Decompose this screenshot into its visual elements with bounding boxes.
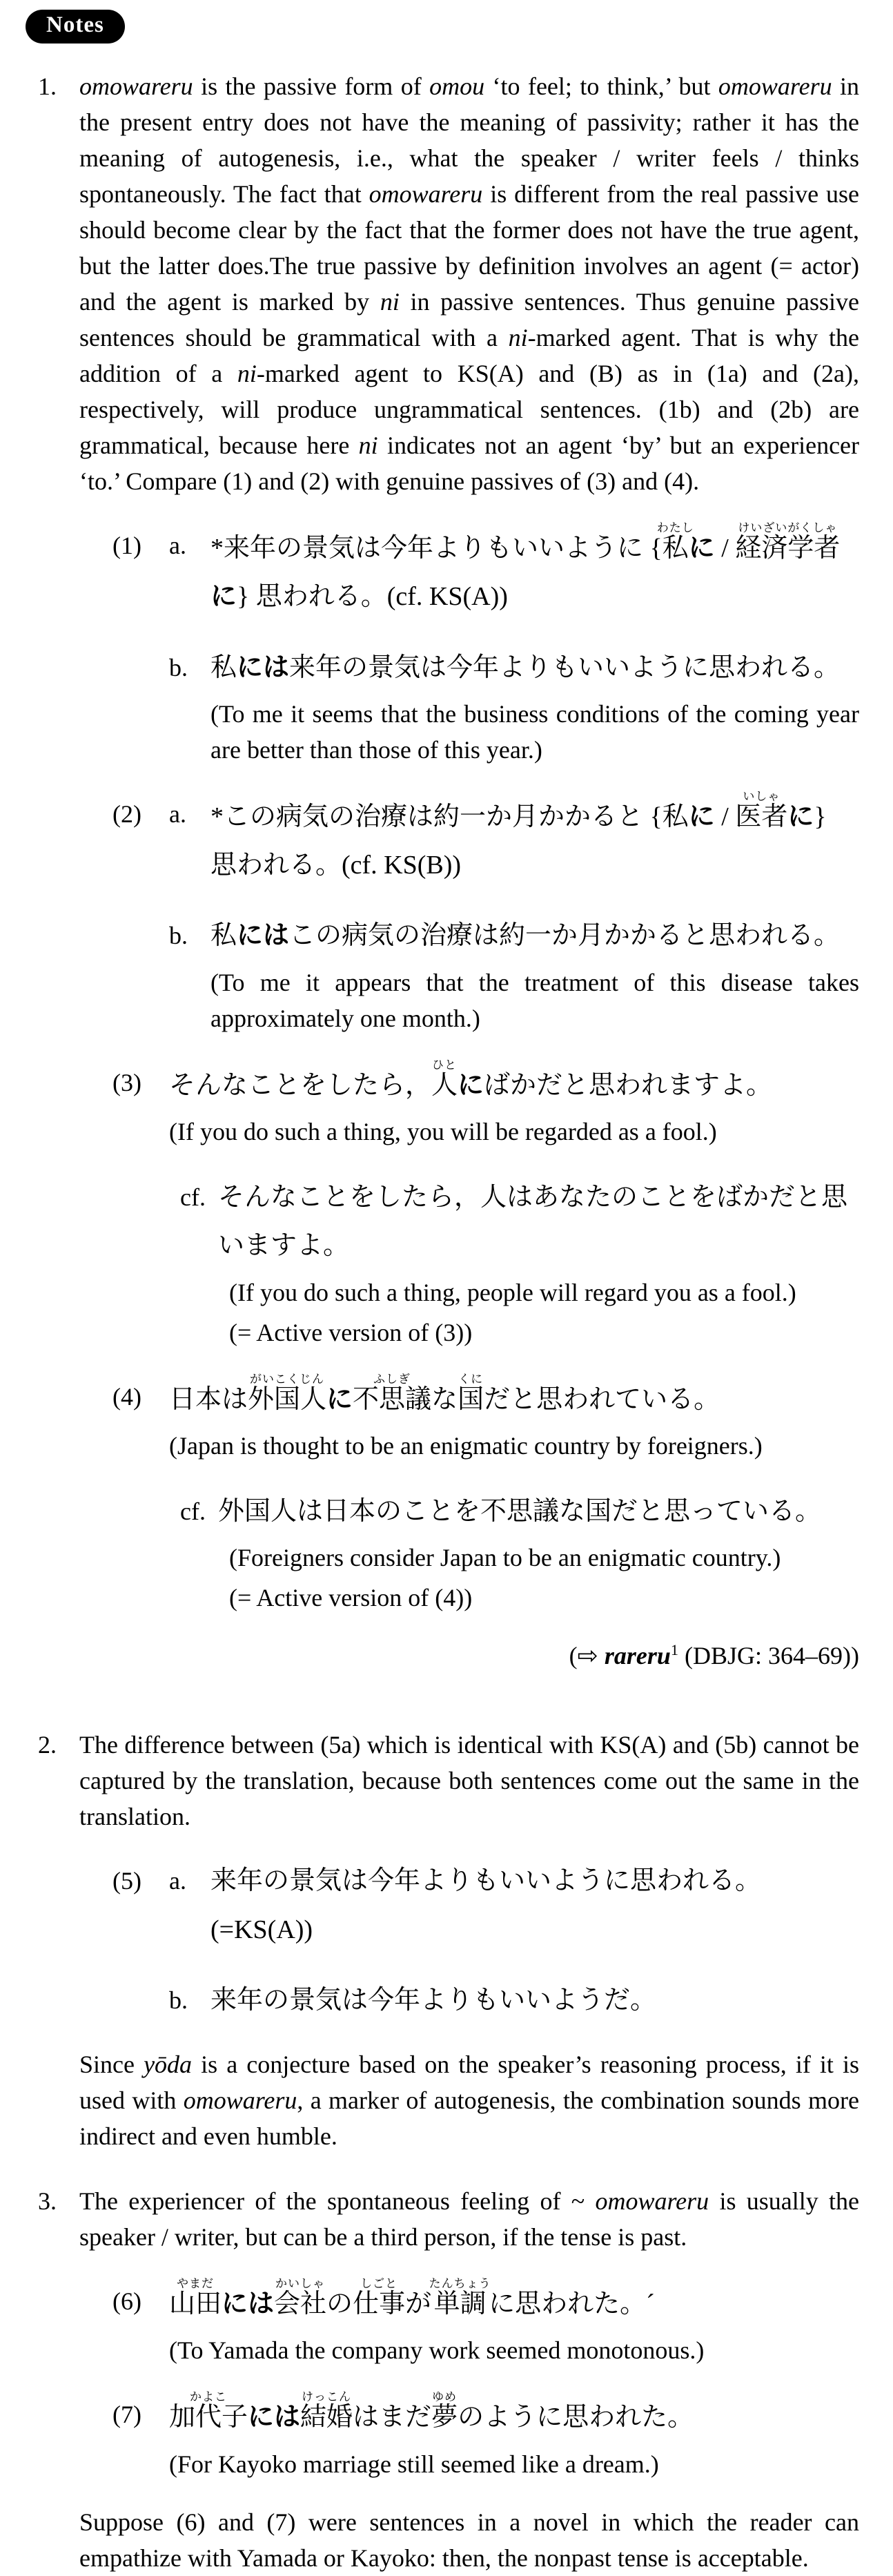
english-translation: (Japan is thought to be an enigmatic country by foreigners.) [169, 1431, 763, 1460]
example-letter: a. [169, 800, 186, 828]
english-translation: (For Kayoko marriage still seemed like a dream.) [169, 2450, 659, 2478]
example-number: (1) [112, 532, 141, 559]
example-letter: b. [169, 922, 188, 950]
example-3 [112, 1058, 859, 1350]
japanese-sentence: 山田やまだには会社かいしゃの仕事しごとが単調たんちょうに思われた。´ [169, 2277, 655, 2319]
section-number: 1. [38, 72, 57, 100]
section-3 [38, 2183, 859, 2576]
cross-reference: (⇨ rareru$^1$ (DBJG: 364–69)) [569, 1641, 859, 1671]
japanese-sentence: 私にはこの病気の治療は約一か月かかると思われる。 [210, 921, 841, 951]
example-letter: a. [169, 532, 186, 559]
example-4 [112, 1373, 859, 1616]
example-2b [112, 911, 859, 1036]
english-translation: (To me it seems that the business conditions of the coming year are better than those of this year.) [210, 699, 859, 764]
example-number: (5) [112, 1867, 141, 1895]
example-2a [112, 790, 859, 890]
japanese-sentence: 私には来年の景気は今年よりもいいように思われる。 [210, 652, 841, 682]
cf-block [180, 1487, 859, 1616]
example-number: (7) [112, 2401, 141, 2429]
example-number: (4) [112, 1382, 141, 1411]
paragraph: Suppose (6) and (7) were sentences in a novel in which the reader can empathize with Yamada or Kayoko: then, the nonpast tense is acceptable. [79, 2508, 859, 2572]
intro-paragraph: omowareru is the passive form of omou ‘to feel; to think,’ but omowareru in the present entry does not have the meaning of passivity; rather it has the meaning of autogenesis, i.e., what the speaker / writer feels / thinks spontaneously. The fact that omowareru is different from the real passive use should become clear by the fact that the former does not have the true agent, but the latter does.The true passive by definition involves an agent (= actor) and the agent is marked by ni in passive sentences. Thus genuine passive sentences should be grammatical with a ni-marked agent. That is why the addition of a ni-marked agent to KS(A) and (B) as in (1a) and (2a), respectively, will produce ungrammatical sentences. (1b) and (2b) are grammatical, because here ni indicates not an agent ‘by’ but an experiencer ‘to.’ Compare (1) and (2) with genuine passives of (3) and (4). [79, 72, 860, 495]
section-body [79, 2183, 859, 2576]
japanese-sentence: *来年の景気は今年よりもいいように {私わたしに / 経済学者けいざいがくしゃに} 思われる。(cf. KS(A)) [210, 521, 841, 612]
example-1a [112, 521, 859, 621]
english-translation: (Foreigners consider Japan to be an enigmatic country.) [229, 1544, 781, 1572]
section-2 [38, 1727, 859, 2154]
english-translation: (If you do such a thing, people will regard you as a fool.) [229, 1278, 796, 1306]
section-1 [38, 68, 859, 1698]
english-translation: (To me it appears that the treatment of this disease takes approximately one month.) [210, 968, 859, 1032]
example-5a [112, 1857, 859, 1954]
example-1b [112, 643, 859, 768]
section-number: 3. [38, 2187, 57, 2216]
japanese-sentence: 来年の景気は今年よりもいいように思われる。(=KS(A)) [210, 1866, 762, 1944]
japanese-sentence: *この病気の治療は約一か月かかると {私に / 医者いしゃに} 思われる。(cf. KS(B)) [210, 789, 827, 880]
example-6 [112, 2277, 859, 2368]
japanese-sentence: そんなことをしたら，人はあなたのことをばかだと思いますよ。 [218, 1183, 848, 1261]
active-version-note: (= Active version of (3)) [229, 1318, 473, 1346]
japanese-sentence: 外国人は日本のことを不思議な国だと思っている。 [218, 1496, 822, 1526]
paragraph: The experiencer of the spontaneous feeling of ~ omowareru is usually the speaker / writer, but can be a third person, if the tense is past. [79, 2187, 860, 2251]
cf-label: cf. [180, 1497, 206, 1525]
example-letter: a. [169, 1867, 186, 1895]
example-5b [112, 1976, 859, 2024]
english-translation: (To Yamada the company work seemed monotonous.) [169, 2336, 705, 2365]
notes-badge-label: Notes [46, 12, 104, 37]
paragraph: The difference between (5a) which is identical with KS(A) and (5b) cannot be captured by the translation, because both sentences come out the same in the translation. [79, 1731, 859, 1831]
cf-label: cf. [180, 1183, 206, 1212]
active-version-note: (= Active version of (4)) [229, 1584, 473, 1612]
english-translation: (If you do such a thing, you will be regarded as a fool.) [169, 1118, 717, 1146]
example-number: (2) [112, 800, 141, 828]
example-letter: b. [169, 1986, 188, 2014]
cf-block [180, 1173, 859, 1350]
japanese-sentence: そんなことをしたら，人ひとにばかだと思われますよ。 [169, 1058, 773, 1100]
example-number: (6) [112, 2287, 141, 2316]
japanese-sentence: 日本は外国人がいこくじんに不思議ふしぎな国くにだと思われている。 [169, 1372, 720, 1414]
section-number: 2. [38, 1731, 57, 1759]
example-7 [112, 2390, 859, 2481]
example-number: (3) [112, 1068, 141, 1096]
notes-badge [26, 10, 125, 43]
section-body [79, 68, 859, 1698]
paragraph: Since yōda is a conjecture based on the speaker’s reasoning process, if it is used with omowareru, a marker of autogenesis, the combination sounds more indirect and even humble. [79, 2051, 859, 2151]
japanese-sentence: 加代子かよこには結婚けっこんはまだ夢ゆめのように思われた。 [169, 2390, 694, 2432]
example-letter: b. [169, 653, 188, 681]
japanese-sentence: 来年の景気は今年よりもいいようだ。 [210, 1985, 657, 2015]
section-body [79, 1727, 859, 2154]
